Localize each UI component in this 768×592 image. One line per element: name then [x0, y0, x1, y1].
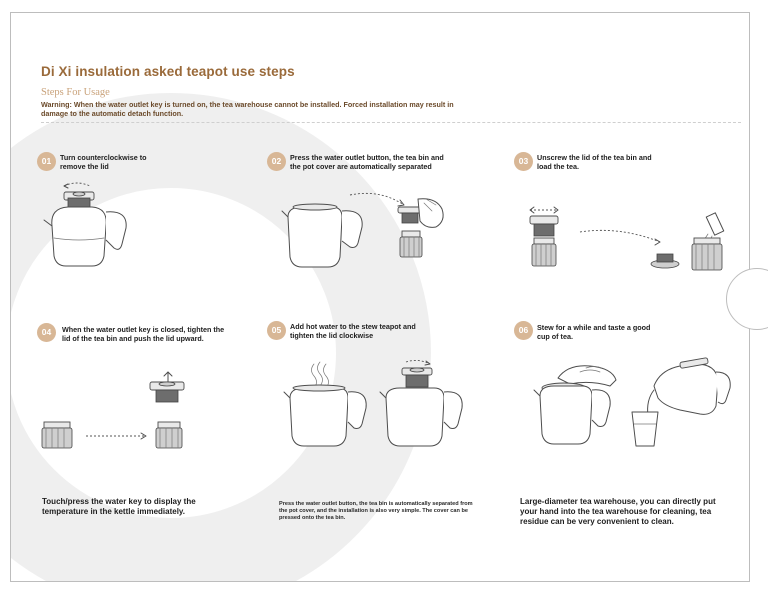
step-5-text: Add hot water to the stew teapot and tighten the lid clockwise [290, 322, 416, 341]
step-6-number: 06 [514, 321, 533, 340]
step-1-text: Turn counterclockwise to remove the lid [60, 153, 147, 172]
step-4-illustration [40, 370, 200, 455]
footer-middle-text: Press the water outlet button, the tea bin is automatically separated from the pot cover, and the installation is also very simple. The cover can be pressed onto the tea bin. [279, 501, 473, 522]
step-2-text: Press the water outlet button, the tea bin and the pot cover are automatically separated [290, 153, 444, 172]
step-1-number: 01 [37, 152, 56, 171]
footer-left-text: Touch/press the water key to display the temperature in the kettle immediately. [42, 497, 196, 516]
step-1-illustration [40, 178, 160, 278]
warning-text: Warning: When the water outlet key is turned on, the tea warehouse cannot be installed. Forced installation may result in damage to the automatic detach function. [41, 100, 454, 119]
page-title: Di Xi insulation asked teapot use steps [41, 64, 295, 79]
step-6-illustration [520, 350, 740, 455]
step-3-number: 03 [514, 152, 533, 171]
step-3-text: Unscrew the lid of the tea bin and load the tea. [537, 153, 652, 172]
footer-right-text: Large-diameter tea warehouse, you can directly put your hand into the tea warehouse for cleaning, tea residue can be very convenient to clean. [520, 497, 716, 526]
step-6-text: Stew for a while and taste a good cup of tea. [537, 323, 651, 342]
step-4-number: 04 [37, 323, 56, 342]
step-2-illustration [280, 185, 460, 280]
step-2-number: 02 [267, 152, 286, 171]
divider [41, 122, 741, 123]
step-3-illustration [520, 190, 750, 280]
step-5-number: 05 [267, 321, 286, 340]
step-4-text: When the water outlet key is closed, tighten the lid of the tea bin and push the lid upward. [62, 325, 225, 344]
page-subtitle: Steps For Usage [41, 87, 110, 98]
step-5-illustration [282, 358, 472, 453]
